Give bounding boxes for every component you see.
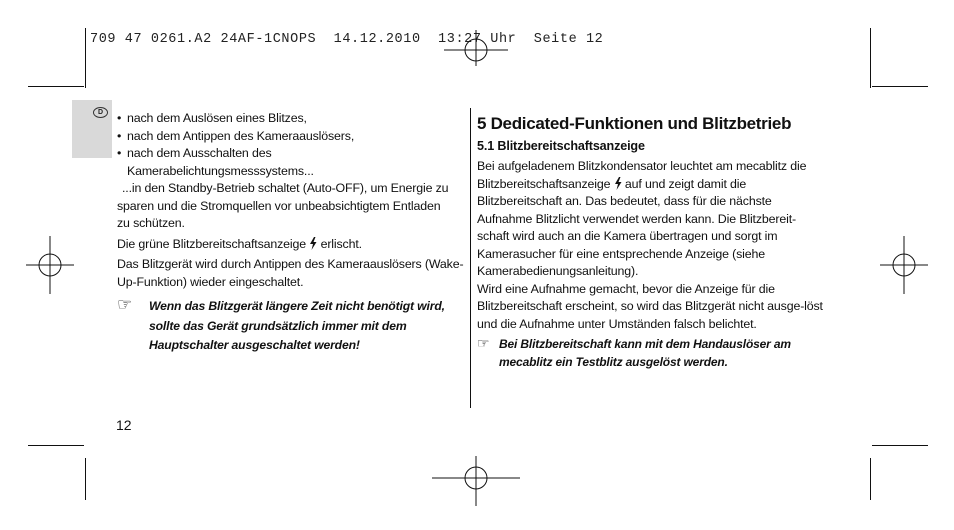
left-column [117, 110, 465, 356]
crop-mark-top-right-vertical [870, 28, 871, 88]
hint-note [477, 335, 827, 371]
crop-mark-bottom-right-horizontal [872, 445, 928, 446]
hint-note-text: Bei Blitzbereitschaft kann mit dem Handauslöser am mecablitz ein Testblitz ausgelöst werden. [499, 337, 791, 369]
paragraph-text: Bei aufgeladenem Blitzkondensator leuchtet am mecablitz die Blitzbereitschaftsanzeige [477, 159, 807, 191]
lightning-bolt-icon [614, 177, 622, 190]
bullet-item: • nach dem Ausschalten des [117, 145, 465, 163]
pointing-hand-icon: ☞ [117, 295, 133, 314]
paragraph-text: Die grüne Blitzbereitschaftsanzeige [117, 236, 306, 251]
paragraph-line: ...in den Standby-Betrieb schaltet (Auto-OFF), um Energie zu [122, 181, 449, 195]
paragraph-auto-off [117, 180, 465, 233]
bullet-item: • nach dem Auslösen eines Blitzes, [117, 110, 465, 128]
column-divider [470, 108, 471, 408]
page-number: 12 [116, 417, 132, 433]
crop-mark-top-right-horizontal [872, 86, 928, 87]
bullet-item-continuation: Kamerabelichtungsmesssystems... [127, 163, 314, 178]
bullet-item: • nach dem Antippen des Kameraauslösers, [117, 128, 465, 146]
language-badge: D [93, 107, 108, 118]
paragraph-text: erlischt. [320, 236, 362, 251]
paragraph-text: auf und zeigt damit die Blitzbereitschaft an. Das bedeutet, dass für die nächste Aufnahme Blitzlicht verwendet werden kann. Die Blitzbereit-schaft wird auch an die Kamera übertragen und sorgt im Kamerasucher für eine entsprechende Anzeige (siehe Kamerabedienungsanleitung). [477, 176, 796, 278]
right-column [477, 114, 827, 371]
paragraph-line: zu schützen. [117, 216, 185, 230]
subsection-title: 5.1 Blitzbereitschaftsanzeige [477, 139, 645, 153]
registration-mark-top [444, 26, 508, 66]
registration-mark-right [880, 236, 928, 294]
section-title: 5 Dedicated-Funktionen und Blitzbetrieb [477, 114, 792, 133]
crop-mark-bottom-left-horizontal [28, 445, 84, 446]
paragraph-premature-shot: Wird eine Aufnahme gemacht, bevor die Anzeige für die Blitzbereitschaft erscheint, so wird das Blitzgerät nicht ausge-löst und die Aufnahme unter Umständen falsch belichtet. [477, 281, 823, 331]
crop-mark-bottom-left-vertical [85, 458, 86, 500]
hint-note-text: Wenn das Blitzgerät längere Zeit nicht benötigt wird, sollte das Gerät grundsätzlich immer mit dem Hauptschalter ausgeschaltet werden! [149, 299, 445, 352]
paragraph-flash-ready [477, 158, 827, 281]
print-header: 709 47 0261.A2 24AF-1CNOPS 14.12.2010 13:27 Uhr Seite 12 [90, 32, 604, 47]
lightning-bolt-icon [309, 237, 317, 250]
hint-note [117, 297, 465, 356]
pointing-hand-icon: ☞ [477, 335, 490, 351]
paragraph-line: sparen und die Stromquellen vor unbeabsichtigtem Entladen [117, 198, 441, 213]
registration-mark-bottom [432, 456, 520, 506]
crop-mark-top-left-horizontal [28, 86, 84, 87]
registration-mark-left [26, 236, 74, 294]
paragraph-wake-up: Das Blitzgerät wird durch Antippen des Kameraauslösers (Wake-Up-Funktion) wieder eingeschaltet. [117, 257, 464, 289]
crop-mark-top-left-vertical [85, 28, 86, 88]
crop-mark-bottom-right-vertical [870, 458, 871, 500]
paragraph-indicator [117, 236, 465, 254]
